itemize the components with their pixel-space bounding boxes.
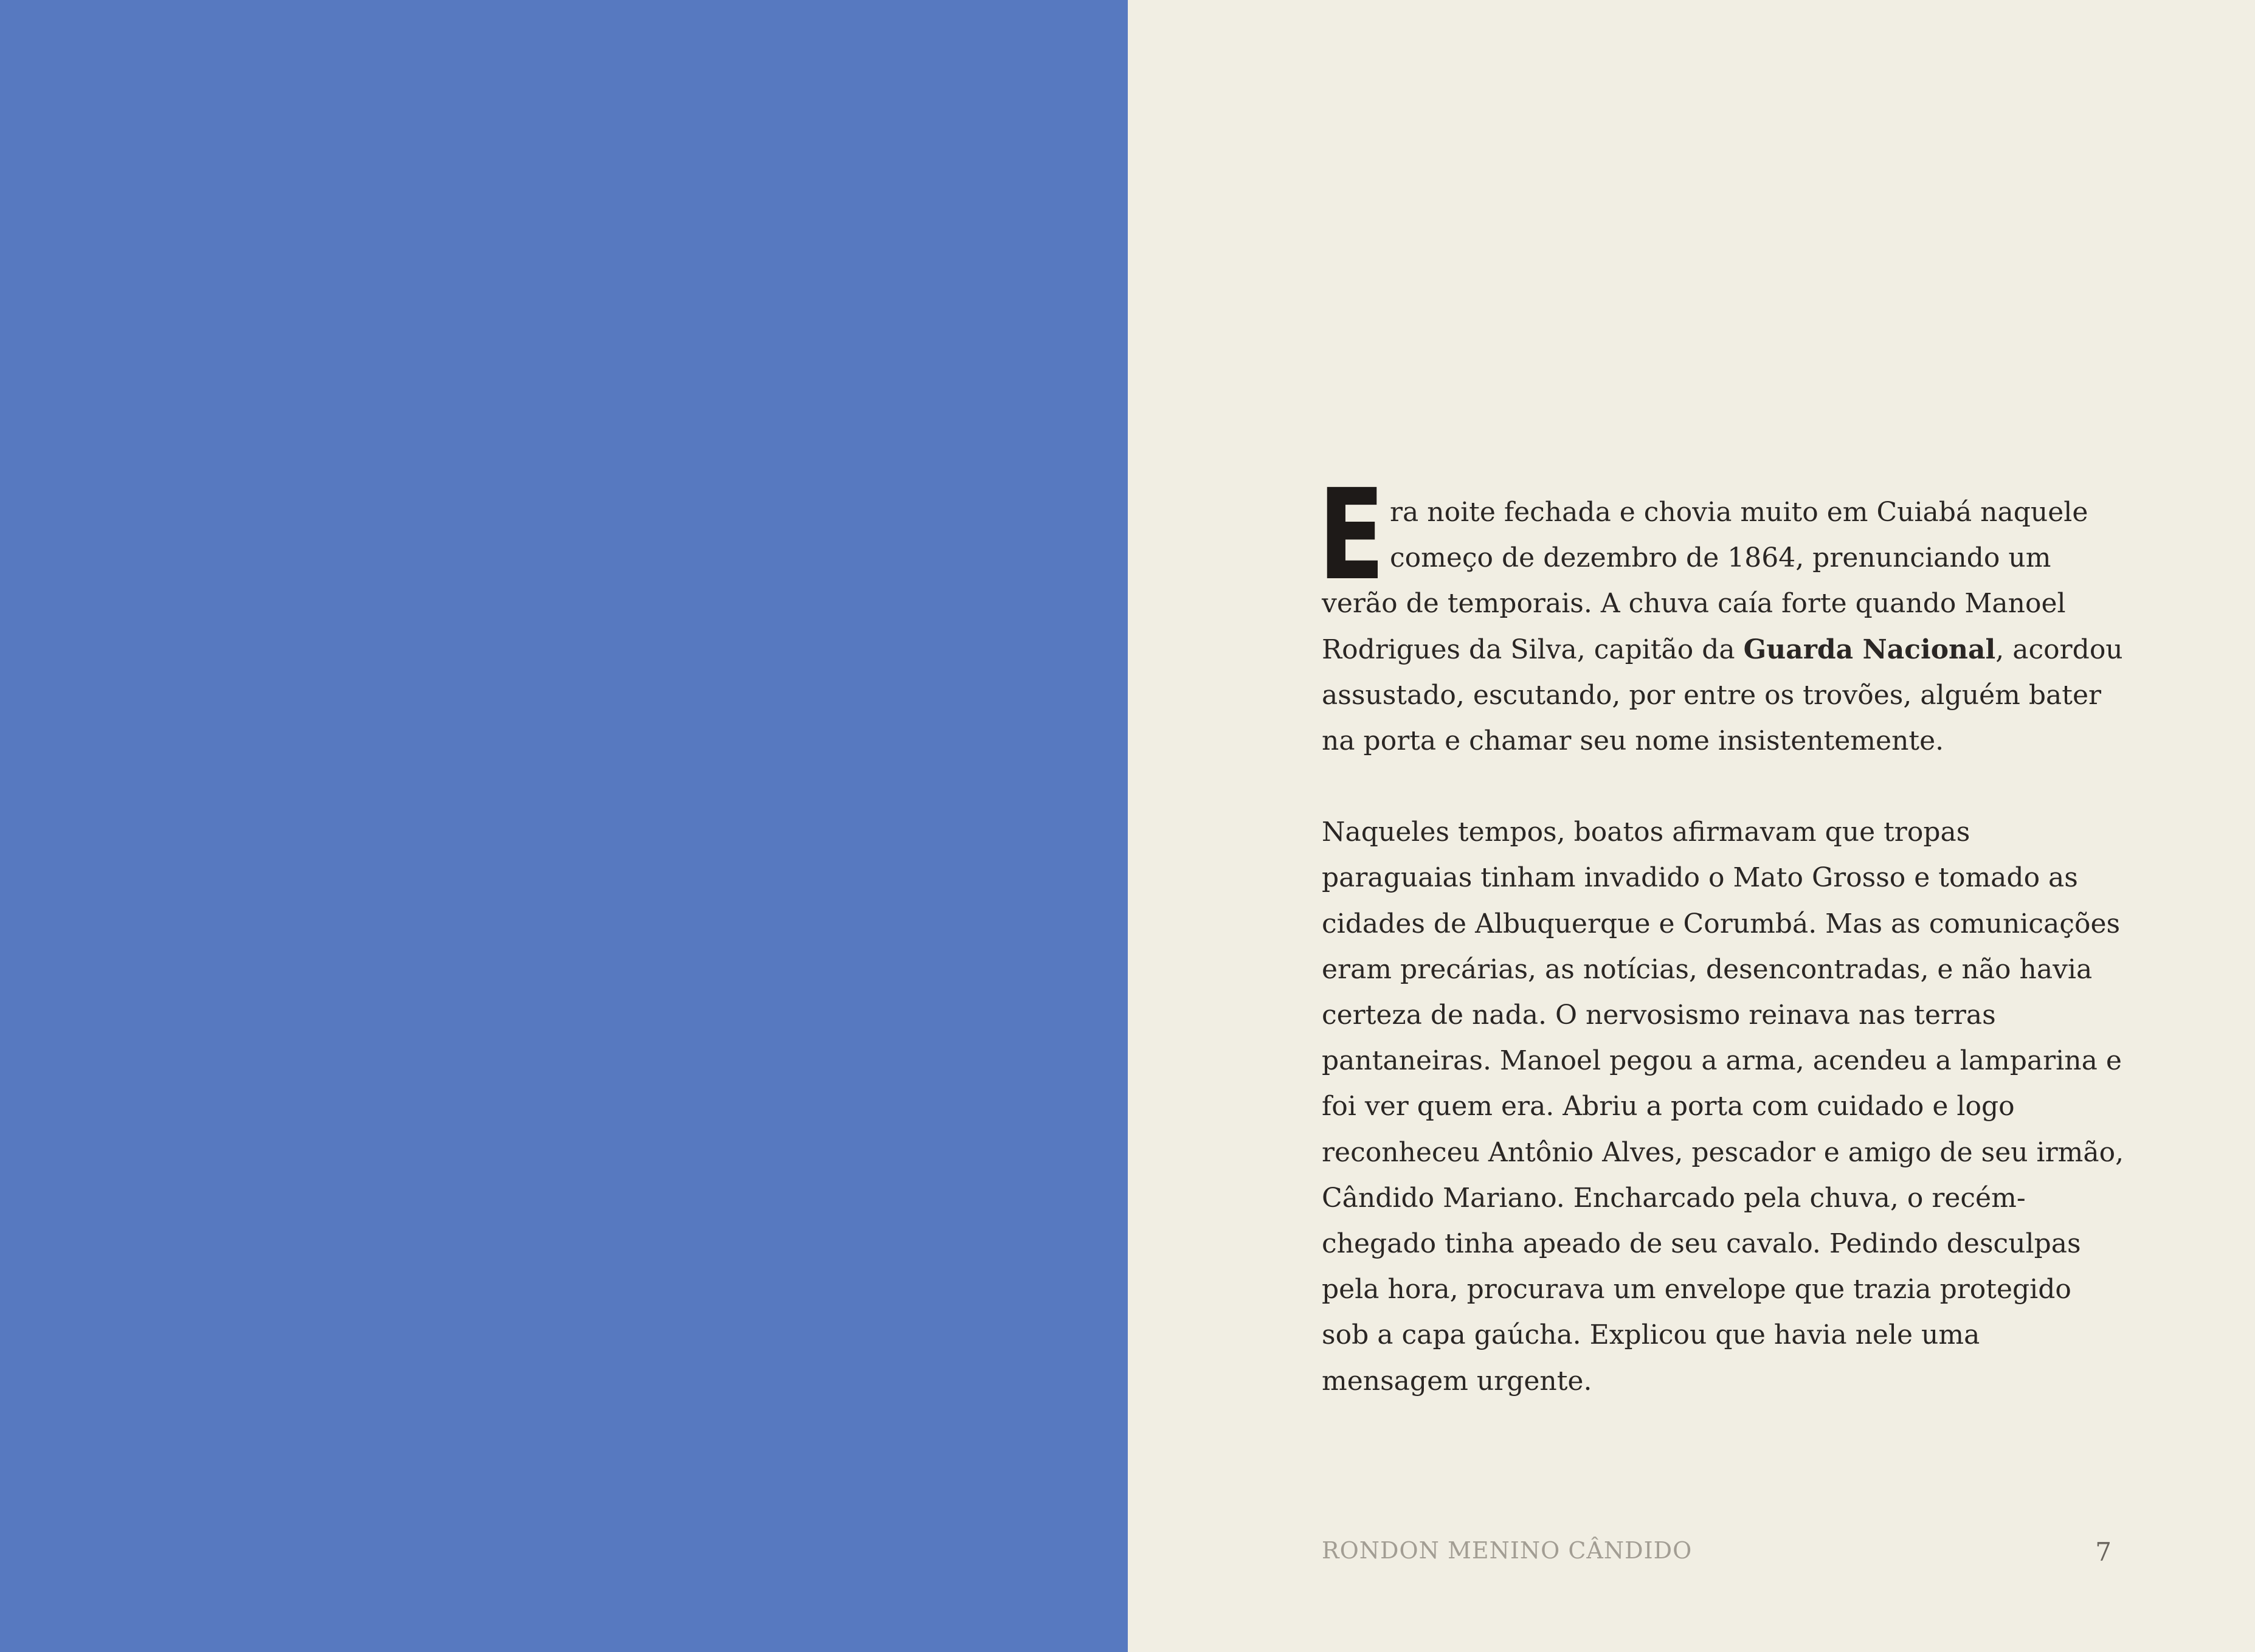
- body-text: [1318, 462, 2124, 1404]
- paragraph-1-text-start: ra noite fechada e chovia muito em Cuiabá naquele começo de dezembro de 1864, prenunciando um verão de temporais. A chuva caía forte quando Manoel Rodrigues da Silva, capitão da: [1322, 497, 2088, 665]
- page-number: 7: [2095, 1537, 2112, 1567]
- running-title: RONDON MENINO CÂNDIDO: [1322, 1537, 1693, 1564]
- bold-term: Guarda Nacional: [1743, 634, 1996, 665]
- paragraph-1-text-end: , acordou assustado, escutando, por entre os trovões, alguém bater na porta e chamar seu nome insistentemente.: [1322, 634, 2123, 757]
- paragraph-1: [1318, 462, 2124, 764]
- paragraph-2: Naqueles tempos, boatos afirmavam que tropas paraguaias tinham invadido o Mato Grosso e tomado as cidades de Albuquerque e Corumbá. Mas as comunicações eram precárias, as notícias, desencontradas, e não havia certeza de nada. O nervosismo reinava nas terras pantaneiras. Manoel pegou a arma, acendeu a lamparina e foi ver quem era. Abriu a porta com cuidado e logo reconheceu Antônio Alves, pescador e amigo de seu irmão, Cândido Mariano. Encharcado pela chuva, o recém-chegado tinha apeado de seu cavalo. Pedindo desculpas pela hora, procurava um envelope que trazia protegido sob a capa gaúcha. Explicou que havia nele uma mensagem urgente.: [1322, 817, 2124, 1397]
- drop-cap: E: [1318, 462, 1385, 608]
